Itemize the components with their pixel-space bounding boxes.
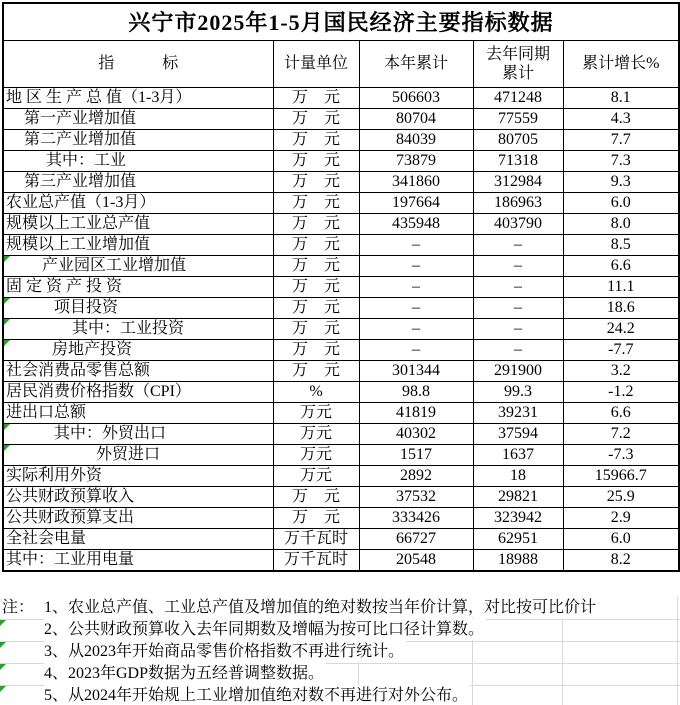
note-line bbox=[0, 685, 680, 705]
growth-cell: 24.2 bbox=[563, 318, 679, 339]
current-cell: 40302 bbox=[359, 423, 473, 444]
table-row bbox=[3, 465, 679, 486]
last-year-cell: 37594 bbox=[473, 423, 563, 444]
growth-cell: 7.2 bbox=[563, 423, 679, 444]
current-cell: 435948 bbox=[359, 213, 473, 234]
table-row bbox=[3, 423, 679, 444]
current-cell: 20548 bbox=[359, 549, 473, 571]
note-line bbox=[0, 663, 680, 685]
current-cell: 80704 bbox=[359, 108, 473, 129]
last-year-cell: 312984 bbox=[473, 171, 563, 192]
last-year-cell: 18988 bbox=[473, 549, 563, 571]
note-text: 2、公共财政预算收入去年同期数及增幅为按可比口径计算数。 bbox=[44, 621, 485, 638]
last-year-cell: 29821 bbox=[473, 486, 563, 507]
indicator-cell: 第一产业增加值 bbox=[3, 108, 273, 129]
unit-cell: % bbox=[273, 381, 359, 402]
current-cell: 301344 bbox=[359, 360, 473, 381]
indicator-cell: 进出口总额 bbox=[3, 402, 273, 423]
last-year-cell: – bbox=[473, 318, 563, 339]
indicator-cell: 其中：工业 bbox=[3, 150, 273, 171]
notes-prefix: 注： bbox=[2, 599, 35, 616]
growth-cell: 18.6 bbox=[563, 297, 679, 318]
comment-marker-icon bbox=[0, 620, 6, 626]
last-year-cell: 39231 bbox=[473, 402, 563, 423]
growth-cell: 25.9 bbox=[563, 486, 679, 507]
unit-cell: 万 元 bbox=[273, 297, 359, 318]
indicator-cell: 公共财政预算收入 bbox=[3, 486, 273, 507]
indicator-cell: 规模以上工业总产值 bbox=[3, 213, 273, 234]
comment-marker-icon bbox=[0, 664, 6, 670]
comment-marker-icon bbox=[4, 256, 10, 262]
indicator-cell: 外贸进口 bbox=[3, 444, 273, 465]
table-row bbox=[3, 129, 679, 150]
indicator-cell: 第三产业增加值 bbox=[3, 171, 273, 192]
page-title: 兴宁市2025年1-5月国民经济主要指标数据 bbox=[3, 3, 679, 40]
growth-cell: 9.3 bbox=[563, 171, 679, 192]
comment-marker-icon bbox=[4, 319, 10, 325]
last-year-cell: 291900 bbox=[473, 360, 563, 381]
growth-cell: 6.0 bbox=[563, 192, 679, 213]
note-line bbox=[0, 641, 680, 663]
table-row bbox=[3, 402, 679, 423]
indicator-cell: 项目投资 bbox=[3, 297, 273, 318]
notes-area bbox=[0, 597, 680, 705]
growth-cell: 8.5 bbox=[563, 234, 679, 255]
unit-cell: 万 元 bbox=[273, 171, 359, 192]
indicator-cell: 房地产投资 bbox=[3, 339, 273, 360]
indicator-cell: 地 区 生 产 总 值（1-3月） bbox=[3, 87, 273, 108]
growth-cell: 2.9 bbox=[563, 507, 679, 528]
table-row bbox=[3, 87, 679, 108]
header-row bbox=[3, 40, 679, 87]
unit-cell: 万 元 bbox=[273, 129, 359, 150]
table-row bbox=[3, 192, 679, 213]
current-cell: 84039 bbox=[359, 129, 473, 150]
indicators-table bbox=[2, 2, 680, 572]
unit-cell: 万 元 bbox=[273, 360, 359, 381]
note-text: 3、从2023年开始商品零售价格指数不再进行统计。 bbox=[44, 643, 405, 660]
table-row bbox=[3, 276, 679, 297]
col-header-last-year-line1: 去年同期 bbox=[485, 45, 550, 63]
current-cell: 197664 bbox=[359, 192, 473, 213]
growth-cell: 15966.7 bbox=[563, 465, 679, 486]
growth-cell: -7.7 bbox=[563, 339, 679, 360]
growth-cell: 6.6 bbox=[563, 402, 679, 423]
growth-cell: 8.1 bbox=[563, 87, 679, 108]
unit-cell: 万 元 bbox=[273, 213, 359, 234]
last-year-cell: 323942 bbox=[473, 507, 563, 528]
comment-marker-icon bbox=[4, 298, 10, 304]
current-cell: – bbox=[359, 318, 473, 339]
note-line bbox=[0, 597, 680, 619]
col-header-indicator: 指 标 bbox=[3, 40, 273, 87]
unit-cell: 万 元 bbox=[273, 486, 359, 507]
indicator-cell: 第二产业增加值 bbox=[3, 129, 273, 150]
current-cell: 333426 bbox=[359, 507, 473, 528]
last-year-cell: 1637 bbox=[473, 444, 563, 465]
indicator-cell: 全社会电量 bbox=[3, 528, 273, 549]
indicator-cell: 公共财政预算支出 bbox=[3, 507, 273, 528]
col-header-last-year-line2: 累计 bbox=[501, 64, 534, 82]
col-header-last-year bbox=[473, 40, 563, 87]
growth-cell: 8.2 bbox=[563, 549, 679, 571]
note-line bbox=[0, 619, 680, 641]
unit-cell: 万元 bbox=[273, 465, 359, 486]
col-header-current: 本年累计 bbox=[359, 40, 473, 87]
table-head bbox=[3, 3, 679, 87]
unit-cell: 万元 bbox=[273, 423, 359, 444]
unit-cell: 万 元 bbox=[273, 507, 359, 528]
indicator-cell: 其中：外贸出口 bbox=[3, 423, 273, 444]
current-cell: – bbox=[359, 255, 473, 276]
last-year-cell: 99.3 bbox=[473, 381, 563, 402]
unit-cell: 万 元 bbox=[273, 339, 359, 360]
current-cell: – bbox=[359, 276, 473, 297]
indicator-cell: 产业园区工业增加值 bbox=[3, 255, 273, 276]
last-year-cell: – bbox=[473, 255, 563, 276]
last-year-cell: 71318 bbox=[473, 150, 563, 171]
last-year-cell: – bbox=[473, 297, 563, 318]
indicator-cell: 农业总产值（1-3月） bbox=[3, 192, 273, 213]
current-cell: 506603 bbox=[359, 87, 473, 108]
current-cell: – bbox=[359, 234, 473, 255]
table-row bbox=[3, 108, 679, 129]
table-row bbox=[3, 444, 679, 465]
table-row bbox=[3, 549, 679, 571]
growth-cell: 3.2 bbox=[563, 360, 679, 381]
unit-cell: 万 元 bbox=[273, 150, 359, 171]
last-year-cell: 403790 bbox=[473, 213, 563, 234]
growth-cell: 8.0 bbox=[563, 213, 679, 234]
current-cell: 73879 bbox=[359, 150, 473, 171]
last-year-cell: 62951 bbox=[473, 528, 563, 549]
indicator-cell: 固 定 资 产 投 资 bbox=[3, 276, 273, 297]
unit-cell: 万 元 bbox=[273, 108, 359, 129]
title-row bbox=[3, 3, 679, 40]
current-cell: 341860 bbox=[359, 171, 473, 192]
last-year-cell: 80705 bbox=[473, 129, 563, 150]
unit-cell: 万元 bbox=[273, 444, 359, 465]
col-header-unit: 计量单位 bbox=[273, 40, 359, 87]
indicator-cell: 实际利用外资 bbox=[3, 465, 273, 486]
unit-cell: 万 元 bbox=[273, 318, 359, 339]
growth-cell: 11.1 bbox=[563, 276, 679, 297]
last-year-cell: – bbox=[473, 276, 563, 297]
current-cell: – bbox=[359, 297, 473, 318]
growth-cell: 7.7 bbox=[563, 129, 679, 150]
table-row bbox=[3, 318, 679, 339]
table-row bbox=[3, 486, 679, 507]
table-row bbox=[3, 507, 679, 528]
table-row bbox=[3, 255, 679, 276]
table-row bbox=[3, 234, 679, 255]
unit-cell: 万千瓦时 bbox=[273, 528, 359, 549]
growth-cell: -7.3 bbox=[563, 444, 679, 465]
comment-marker-icon bbox=[0, 686, 6, 692]
table-row bbox=[3, 360, 679, 381]
comment-marker-icon bbox=[4, 340, 10, 346]
unit-cell: 万 元 bbox=[273, 234, 359, 255]
table-row bbox=[3, 297, 679, 318]
unit-cell: 万千瓦时 bbox=[273, 549, 359, 571]
current-cell: 2892 bbox=[359, 465, 473, 486]
indicator-cell: 其中：工业用电量 bbox=[3, 549, 273, 571]
unit-cell: 万元 bbox=[273, 402, 359, 423]
current-cell: – bbox=[359, 339, 473, 360]
comment-marker-icon bbox=[0, 642, 6, 648]
last-year-cell: – bbox=[473, 234, 563, 255]
comment-marker-icon bbox=[4, 445, 10, 451]
unit-cell: 万 元 bbox=[273, 192, 359, 213]
note-text: 1、农业总产值、工业总产值及增加值的绝对数按当年价计算，对比按可比价计 bbox=[44, 599, 597, 616]
unit-cell: 万 元 bbox=[273, 255, 359, 276]
current-cell: 41819 bbox=[359, 402, 473, 423]
table-row bbox=[3, 171, 679, 192]
table-body bbox=[3, 87, 679, 571]
unit-cell: 万 元 bbox=[273, 276, 359, 297]
note-text: 4、2023年GDP数据为五经普调整数据。 bbox=[44, 665, 325, 682]
growth-cell: 4.3 bbox=[563, 108, 679, 129]
unit-cell: 万 元 bbox=[273, 87, 359, 108]
indicator-cell: 居民消费价格指数（CPI） bbox=[3, 381, 273, 402]
current-cell: 98.8 bbox=[359, 381, 473, 402]
indicator-cell: 社会消费品零售总额 bbox=[3, 360, 273, 381]
growth-cell: 7.3 bbox=[563, 150, 679, 171]
indicator-cell: 其中：工业投资 bbox=[3, 318, 273, 339]
last-year-cell: – bbox=[473, 339, 563, 360]
table-row bbox=[3, 528, 679, 549]
note-text: 5、从2024年开始规上工业增加值绝对数不再进行对外公布。 bbox=[44, 687, 469, 704]
table-row bbox=[3, 339, 679, 360]
table-row bbox=[3, 150, 679, 171]
growth-cell: 6.0 bbox=[563, 528, 679, 549]
current-cell: 66727 bbox=[359, 528, 473, 549]
table-row bbox=[3, 381, 679, 402]
comment-marker-icon bbox=[4, 424, 10, 430]
last-year-cell: 18 bbox=[473, 465, 563, 486]
col-header-growth: 累计增长% bbox=[563, 40, 679, 87]
growth-cell: -1.2 bbox=[563, 381, 679, 402]
growth-cell: 6.6 bbox=[563, 255, 679, 276]
current-cell: 37532 bbox=[359, 486, 473, 507]
last-year-cell: 186963 bbox=[473, 192, 563, 213]
last-year-cell: 77559 bbox=[473, 108, 563, 129]
table-row bbox=[3, 213, 679, 234]
current-cell: 1517 bbox=[359, 444, 473, 465]
indicator-cell: 规模以上工业增加值 bbox=[3, 234, 273, 255]
last-year-cell: 471248 bbox=[473, 87, 563, 108]
